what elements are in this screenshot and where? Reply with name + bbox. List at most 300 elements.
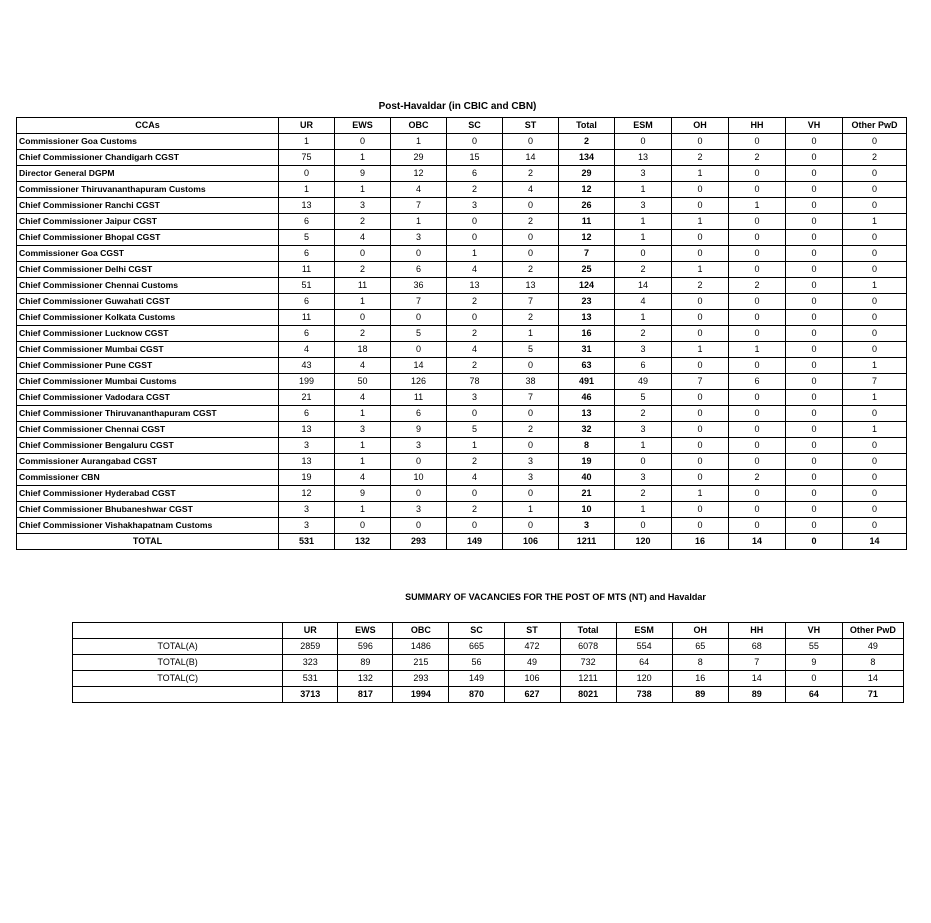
table-cell: 7 bbox=[503, 294, 559, 310]
table-cell: 1 bbox=[615, 214, 672, 230]
table-cell: 1 bbox=[447, 246, 503, 262]
cca-name: Chief Commissioner Jaipur CGST bbox=[17, 214, 279, 230]
table-cell: 13 bbox=[279, 198, 335, 214]
table-cell: 1 bbox=[672, 262, 729, 278]
table-cell: 10 bbox=[391, 470, 447, 486]
table-cell: 0 bbox=[335, 518, 391, 534]
summary-cell: 56 bbox=[449, 655, 504, 671]
summary-column-header: Other PwD bbox=[842, 623, 903, 639]
cca-name: Commissioner Goa Customs bbox=[17, 134, 279, 150]
table-cell: 2 bbox=[615, 326, 672, 342]
summary-cell: 8 bbox=[672, 655, 728, 671]
table-cell: 1 bbox=[843, 390, 907, 406]
table-cell: 0 bbox=[786, 470, 843, 486]
table-cell: 7 bbox=[559, 246, 615, 262]
table-cell: 0 bbox=[729, 230, 786, 246]
summary-cell: 149 bbox=[449, 671, 504, 687]
table-cell: 1 bbox=[729, 342, 786, 358]
total-cell: 0 bbox=[786, 534, 843, 550]
cca-name: Chief Commissioner Bengaluru CGST bbox=[17, 438, 279, 454]
table-cell: 1 bbox=[447, 438, 503, 454]
table-cell: 25 bbox=[559, 262, 615, 278]
table-cell: 0 bbox=[615, 518, 672, 534]
table-cell: 51 bbox=[279, 278, 335, 294]
table-cell: 14 bbox=[391, 358, 447, 374]
cca-name: Chief Commissioner Lucknow CGST bbox=[17, 326, 279, 342]
cca-name: Commissioner Aurangabad CGST bbox=[17, 454, 279, 470]
table-cell: 2 bbox=[503, 166, 559, 182]
table-row bbox=[17, 294, 907, 310]
summary-label: TOTAL(B) bbox=[73, 655, 283, 671]
summary-grand-cell: 8021 bbox=[560, 687, 616, 703]
table-cell: 1 bbox=[335, 294, 391, 310]
summary-cell: 106 bbox=[504, 671, 560, 687]
table-cell: 0 bbox=[729, 486, 786, 502]
table-cell: 3 bbox=[279, 518, 335, 534]
table-cell: 3 bbox=[503, 454, 559, 470]
summary-header-row bbox=[73, 623, 904, 639]
table-cell: 2 bbox=[447, 326, 503, 342]
table-cell: 2 bbox=[559, 134, 615, 150]
table-cell: 2 bbox=[843, 150, 907, 166]
total-cell: 149 bbox=[447, 534, 503, 550]
table-cell: 0 bbox=[672, 438, 729, 454]
table-cell: 0 bbox=[391, 454, 447, 470]
table-cell: 63 bbox=[559, 358, 615, 374]
cca-name: Chief Commissioner Mumbai CGST bbox=[17, 342, 279, 358]
table-cell: 0 bbox=[843, 438, 907, 454]
table-cell: 1 bbox=[615, 182, 672, 198]
table-cell: 0 bbox=[729, 214, 786, 230]
table-row bbox=[17, 438, 907, 454]
summary-cell: 89 bbox=[338, 655, 393, 671]
table-cell: 0 bbox=[843, 470, 907, 486]
table-cell: 12 bbox=[391, 166, 447, 182]
table-cell: 3 bbox=[447, 390, 503, 406]
table-cell: 2 bbox=[729, 470, 786, 486]
table-cell: 2 bbox=[335, 262, 391, 278]
table-cell: 13 bbox=[279, 422, 335, 438]
summary-cell: 215 bbox=[393, 655, 449, 671]
summary-cell: 64 bbox=[616, 655, 672, 671]
summary-cell: 49 bbox=[842, 639, 903, 655]
table-row bbox=[17, 134, 907, 150]
table-cell: 0 bbox=[503, 246, 559, 262]
summary-row bbox=[73, 655, 904, 671]
table-cell: 21 bbox=[559, 486, 615, 502]
table-cell: 0 bbox=[843, 134, 907, 150]
table-cell: 0 bbox=[672, 518, 729, 534]
table-cell: 0 bbox=[447, 310, 503, 326]
cca-name: Commissioner Goa CGST bbox=[17, 246, 279, 262]
summary-grand-cell: 1994 bbox=[393, 687, 449, 703]
table-row bbox=[17, 262, 907, 278]
table-cell: 13 bbox=[447, 278, 503, 294]
summary-grand-cell: 738 bbox=[616, 687, 672, 703]
table-cell: 0 bbox=[786, 358, 843, 374]
table-cell: 12 bbox=[279, 486, 335, 502]
table-cell: 0 bbox=[843, 486, 907, 502]
table-cell: 0 bbox=[786, 134, 843, 150]
summary-cell: 6078 bbox=[560, 639, 616, 655]
table-cell: 3 bbox=[391, 438, 447, 454]
summary-column-header bbox=[73, 623, 283, 639]
table-cell: 0 bbox=[843, 502, 907, 518]
table-cell: 0 bbox=[672, 294, 729, 310]
table-cell: 0 bbox=[786, 374, 843, 390]
table-row bbox=[17, 342, 907, 358]
table-cell: 0 bbox=[729, 310, 786, 326]
table-cell: 3 bbox=[447, 198, 503, 214]
total-cell: 14 bbox=[729, 534, 786, 550]
summary-vacancy-table bbox=[72, 622, 904, 703]
column-header: UR bbox=[279, 118, 335, 134]
summary-cell: 8 bbox=[842, 655, 903, 671]
table-cell: 2 bbox=[503, 262, 559, 278]
table-row bbox=[17, 326, 907, 342]
table-cell: 2 bbox=[503, 214, 559, 230]
table-cell: 0 bbox=[672, 470, 729, 486]
table-cell: 0 bbox=[786, 486, 843, 502]
table-cell: 1 bbox=[391, 214, 447, 230]
table-cell: 0 bbox=[843, 406, 907, 422]
table-cell: 1 bbox=[503, 502, 559, 518]
table-cell: 6 bbox=[615, 358, 672, 374]
table-cell: 0 bbox=[503, 198, 559, 214]
cca-name: Chief Commissioner Chennai CGST bbox=[17, 422, 279, 438]
table-cell: 1 bbox=[672, 166, 729, 182]
table-cell: 49 bbox=[615, 374, 672, 390]
table-cell: 12 bbox=[559, 182, 615, 198]
table-cell: 40 bbox=[559, 470, 615, 486]
header-row bbox=[17, 118, 907, 134]
table-row bbox=[17, 166, 907, 182]
table-cell: 0 bbox=[672, 358, 729, 374]
table-cell: 4 bbox=[335, 230, 391, 246]
summary-cell: 14 bbox=[728, 671, 785, 687]
table-cell: 0 bbox=[615, 134, 672, 150]
table-cell: 3 bbox=[615, 198, 672, 214]
table-cell: 0 bbox=[672, 502, 729, 518]
table-cell: 0 bbox=[786, 294, 843, 310]
summary-cell: 55 bbox=[785, 639, 842, 655]
table-cell: 2 bbox=[503, 310, 559, 326]
column-header: EWS bbox=[335, 118, 391, 134]
summary-grand-cell: 3713 bbox=[283, 687, 338, 703]
table-cell: 1 bbox=[843, 278, 907, 294]
table-cell: 13 bbox=[503, 278, 559, 294]
table-cell: 18 bbox=[335, 342, 391, 358]
table-cell: 0 bbox=[729, 294, 786, 310]
table-cell: 11 bbox=[335, 278, 391, 294]
table-cell: 32 bbox=[559, 422, 615, 438]
table-cell: 1 bbox=[729, 198, 786, 214]
table-cell: 0 bbox=[729, 182, 786, 198]
table-cell: 0 bbox=[843, 454, 907, 470]
table-cell: 13 bbox=[559, 406, 615, 422]
table-cell: 36 bbox=[391, 278, 447, 294]
table-cell: 199 bbox=[279, 374, 335, 390]
table-cell: 0 bbox=[843, 182, 907, 198]
table-cell: 1 bbox=[843, 422, 907, 438]
table-cell: 16 bbox=[559, 326, 615, 342]
table-cell: 3 bbox=[335, 422, 391, 438]
table-cell: 11 bbox=[279, 262, 335, 278]
cca-name: Commissioner Thiruvananthapuram Customs bbox=[17, 182, 279, 198]
table-cell: 7 bbox=[503, 390, 559, 406]
table-cell: 2 bbox=[672, 278, 729, 294]
table-cell: 491 bbox=[559, 374, 615, 390]
table-cell: 0 bbox=[447, 214, 503, 230]
table-cell: 1 bbox=[391, 134, 447, 150]
summary-cell: 554 bbox=[616, 639, 672, 655]
table-cell: 0 bbox=[672, 326, 729, 342]
summary-column-header: SC bbox=[449, 623, 504, 639]
table-cell: 6 bbox=[391, 262, 447, 278]
table-cell: 1 bbox=[843, 214, 907, 230]
table-cell: 0 bbox=[786, 182, 843, 198]
table-cell: 1 bbox=[279, 134, 335, 150]
table-cell: 1 bbox=[843, 358, 907, 374]
table-cell: 38 bbox=[503, 374, 559, 390]
table-cell: 0 bbox=[615, 246, 672, 262]
table-cell: 0 bbox=[391, 342, 447, 358]
column-header: Other PwD bbox=[843, 118, 907, 134]
table-cell: 0 bbox=[672, 134, 729, 150]
table-cell: 0 bbox=[786, 422, 843, 438]
summary-cell: 68 bbox=[728, 639, 785, 655]
summary-cell: 16 bbox=[672, 671, 728, 687]
table-cell: 0 bbox=[729, 134, 786, 150]
table-cell: 2 bbox=[615, 406, 672, 422]
cca-name: Chief Commissioner Kolkata Customs bbox=[17, 310, 279, 326]
table-cell: 26 bbox=[559, 198, 615, 214]
table-cell: 0 bbox=[729, 518, 786, 534]
table-cell: 0 bbox=[729, 422, 786, 438]
summary-grand-cell: 870 bbox=[449, 687, 504, 703]
table-cell: 1 bbox=[615, 438, 672, 454]
summary-grand-label bbox=[73, 687, 283, 703]
table-row bbox=[17, 518, 907, 534]
table-cell: 1 bbox=[335, 182, 391, 198]
table-cell: 3 bbox=[615, 422, 672, 438]
column-header: HH bbox=[729, 118, 786, 134]
table-cell: 0 bbox=[279, 166, 335, 182]
table-row bbox=[17, 278, 907, 294]
table-cell: 0 bbox=[786, 502, 843, 518]
table-cell: 2 bbox=[447, 502, 503, 518]
total-cell: 14 bbox=[843, 534, 907, 550]
table-cell: 2 bbox=[503, 422, 559, 438]
table-cell: 0 bbox=[391, 486, 447, 502]
table-cell: 2 bbox=[447, 454, 503, 470]
column-header: OBC bbox=[391, 118, 447, 134]
cca-name: Director General DGPM bbox=[17, 166, 279, 182]
summary-cell: 9 bbox=[785, 655, 842, 671]
table-cell: 4 bbox=[503, 182, 559, 198]
table-cell: 13 bbox=[615, 150, 672, 166]
table-cell: 0 bbox=[729, 438, 786, 454]
table-cell: 1 bbox=[672, 214, 729, 230]
table-cell: 0 bbox=[786, 198, 843, 214]
table-cell: 0 bbox=[391, 310, 447, 326]
table-cell: 0 bbox=[786, 262, 843, 278]
summary-cell: 14 bbox=[842, 671, 903, 687]
table-cell: 0 bbox=[786, 214, 843, 230]
table-cell: 1 bbox=[672, 486, 729, 502]
summary-cell: 596 bbox=[338, 639, 393, 655]
table-cell: 0 bbox=[672, 406, 729, 422]
table-cell: 0 bbox=[447, 518, 503, 534]
table-cell: 14 bbox=[615, 278, 672, 294]
table-cell: 134 bbox=[559, 150, 615, 166]
table-cell: 11 bbox=[391, 390, 447, 406]
table-cell: 1 bbox=[615, 502, 672, 518]
cca-name: Chief Commissioner Guwahati CGST bbox=[17, 294, 279, 310]
table-cell: 0 bbox=[503, 406, 559, 422]
table-cell: 2 bbox=[447, 182, 503, 198]
table-cell: 0 bbox=[615, 454, 672, 470]
table-cell: 3 bbox=[391, 230, 447, 246]
table-cell: 0 bbox=[672, 422, 729, 438]
table-cell: 0 bbox=[786, 390, 843, 406]
table-cell: 5 bbox=[391, 326, 447, 342]
table-cell: 0 bbox=[503, 358, 559, 374]
summary-grand-total-row bbox=[73, 687, 904, 703]
table-cell: 6 bbox=[279, 294, 335, 310]
table-cell: 0 bbox=[843, 246, 907, 262]
table-cell: 0 bbox=[729, 502, 786, 518]
table-cell: 0 bbox=[729, 262, 786, 278]
table-cell: 4 bbox=[335, 470, 391, 486]
summary-cell: 1211 bbox=[560, 671, 616, 687]
cca-name: Commissioner CBN bbox=[17, 470, 279, 486]
table-cell: 1 bbox=[615, 230, 672, 246]
table-cell: 0 bbox=[447, 134, 503, 150]
table-row bbox=[17, 502, 907, 518]
table-cell: 7 bbox=[391, 198, 447, 214]
column-header: ESM bbox=[615, 118, 672, 134]
table-cell: 19 bbox=[279, 470, 335, 486]
summary-cell: 531 bbox=[283, 671, 338, 687]
table-cell: 0 bbox=[503, 438, 559, 454]
table-cell: 6 bbox=[729, 374, 786, 390]
table-cell: 0 bbox=[786, 326, 843, 342]
table-row bbox=[17, 390, 907, 406]
summary-grand-cell: 64 bbox=[785, 687, 842, 703]
table-cell: 124 bbox=[559, 278, 615, 294]
table-cell: 0 bbox=[729, 166, 786, 182]
table-cell: 0 bbox=[786, 230, 843, 246]
table-row bbox=[17, 470, 907, 486]
summary-label: TOTAL(C) bbox=[73, 671, 283, 687]
table-cell: 2 bbox=[729, 278, 786, 294]
cca-name: Chief Commissioner Hyderabad CGST bbox=[17, 486, 279, 502]
table-cell: 9 bbox=[335, 486, 391, 502]
table-cell: 6 bbox=[279, 214, 335, 230]
table-cell: 0 bbox=[786, 518, 843, 534]
table-cell: 29 bbox=[391, 150, 447, 166]
table-cell: 0 bbox=[335, 134, 391, 150]
summary-cell: 472 bbox=[504, 639, 560, 655]
table-cell: 0 bbox=[786, 246, 843, 262]
table-cell: 4 bbox=[279, 342, 335, 358]
table-cell: 6 bbox=[279, 326, 335, 342]
table-cell: 0 bbox=[391, 246, 447, 262]
table-cell: 9 bbox=[391, 422, 447, 438]
table-cell: 0 bbox=[672, 198, 729, 214]
summary-column-header: ESM bbox=[616, 623, 672, 639]
table-cell: 3 bbox=[503, 470, 559, 486]
table-cell: 0 bbox=[786, 406, 843, 422]
table-cell: 0 bbox=[786, 342, 843, 358]
table-cell: 2 bbox=[447, 294, 503, 310]
table-row bbox=[17, 422, 907, 438]
table-cell: 2 bbox=[672, 150, 729, 166]
table-cell: 11 bbox=[559, 214, 615, 230]
column-header: SC bbox=[447, 118, 503, 134]
table-cell: 75 bbox=[279, 150, 335, 166]
table-cell: 5 bbox=[615, 390, 672, 406]
table-cell: 5 bbox=[279, 230, 335, 246]
table-cell: 0 bbox=[729, 326, 786, 342]
summary-cell: 49 bbox=[504, 655, 560, 671]
table-cell: 4 bbox=[447, 470, 503, 486]
table-cell: 0 bbox=[786, 150, 843, 166]
summary-grand-cell: 627 bbox=[504, 687, 560, 703]
table-cell: 0 bbox=[843, 230, 907, 246]
table-cell: 2 bbox=[335, 214, 391, 230]
summary-column-header: OH bbox=[672, 623, 728, 639]
table-cell: 13 bbox=[279, 454, 335, 470]
table-cell: 0 bbox=[786, 166, 843, 182]
table-cell: 21 bbox=[279, 390, 335, 406]
table-row bbox=[17, 486, 907, 502]
cca-name: Chief Commissioner Chandigarh CGST bbox=[17, 150, 279, 166]
table-cell: 0 bbox=[729, 246, 786, 262]
cca-name: Chief Commissioner Thiruvananthapuram CGST bbox=[17, 406, 279, 422]
table-cell: 4 bbox=[615, 294, 672, 310]
table-cell: 2 bbox=[615, 486, 672, 502]
table-cell: 5 bbox=[447, 422, 503, 438]
summary-cell: 293 bbox=[393, 671, 449, 687]
table-cell: 29 bbox=[559, 166, 615, 182]
table-row bbox=[17, 150, 907, 166]
table-cell: 31 bbox=[559, 342, 615, 358]
summary-cell: 2859 bbox=[283, 639, 338, 655]
table-cell: 50 bbox=[335, 374, 391, 390]
main-table-title: Post-Havaldar (in CBIC and CBN) bbox=[378, 101, 537, 112]
table-row bbox=[17, 374, 907, 390]
summary-cell: 7 bbox=[728, 655, 785, 671]
table-cell: 1 bbox=[279, 182, 335, 198]
table-cell: 0 bbox=[729, 390, 786, 406]
table-cell: 0 bbox=[503, 518, 559, 534]
total-cell: 531 bbox=[279, 534, 335, 550]
table-row bbox=[17, 246, 907, 262]
summary-cell: 732 bbox=[560, 655, 616, 671]
table-cell: 0 bbox=[843, 198, 907, 214]
table-cell: 0 bbox=[672, 182, 729, 198]
table-cell: 7 bbox=[672, 374, 729, 390]
table-cell: 1 bbox=[335, 502, 391, 518]
table-cell: 1 bbox=[335, 454, 391, 470]
cca-name: Chief Commissioner Mumbai Customs bbox=[17, 374, 279, 390]
summary-grand-cell: 89 bbox=[728, 687, 785, 703]
summary-cell: 0 bbox=[785, 671, 842, 687]
summary-cell: 132 bbox=[338, 671, 393, 687]
table-cell: 23 bbox=[559, 294, 615, 310]
